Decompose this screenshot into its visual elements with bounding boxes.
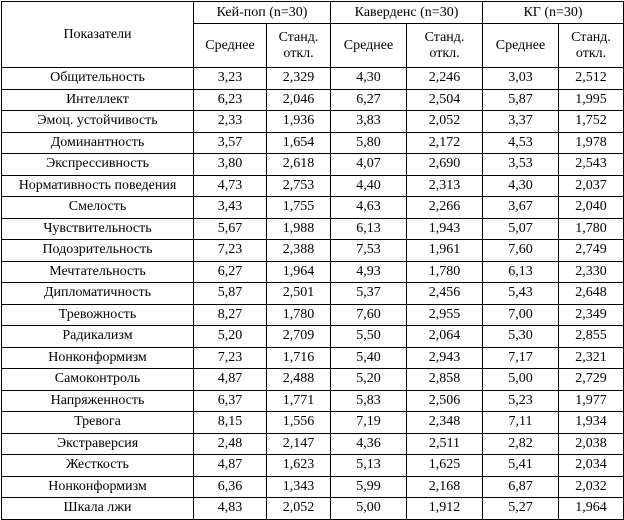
- cell-control-sd: 2,032: [559, 476, 624, 498]
- table-row: [2, 476, 624, 498]
- table-row: [2, 175, 624, 197]
- cell-coverdance-mean: 5,83: [331, 390, 407, 412]
- cell-coverdance-mean: 4,36: [331, 433, 407, 455]
- cell-kpop-sd: 2,052: [267, 498, 331, 520]
- header-group-coverdance: Каверденс (n=30): [331, 2, 483, 24]
- table-row: [2, 261, 624, 283]
- cell-coverdance-sd: 2,456: [407, 283, 483, 305]
- cell-control-sd: 1,934: [559, 412, 624, 434]
- cell-control-mean: 5,87: [483, 89, 559, 111]
- cell-coverdance-mean: 4,07: [331, 154, 407, 176]
- cell-control-sd: 2,330: [559, 261, 624, 283]
- cell-control-mean: 5,23: [483, 390, 559, 412]
- cell-control-mean: 5,00: [483, 369, 559, 391]
- cell-coverdance-sd: 1,625: [407, 455, 483, 477]
- cell-coverdance-mean: 4,93: [331, 261, 407, 283]
- row-indicator-name: Самоконтроль: [2, 369, 194, 391]
- cell-control-mean: 7,11: [483, 412, 559, 434]
- cell-coverdance-mean: 4,40: [331, 175, 407, 197]
- cell-control-mean: 4,30: [483, 175, 559, 197]
- header-sd: Станд. откл.: [407, 24, 483, 68]
- cell-kpop-mean: 8,15: [194, 412, 267, 434]
- row-indicator-name: Радикализм: [2, 326, 194, 348]
- table-row: [2, 347, 624, 369]
- header-sd: Станд. откл.: [559, 24, 624, 68]
- cell-coverdance-sd: 2,506: [407, 390, 483, 412]
- cell-control-mean: 3,37: [483, 111, 559, 133]
- cell-control-mean: 2,82: [483, 433, 559, 455]
- cell-kpop-mean: 2,48: [194, 433, 267, 455]
- cell-control-mean: 5,43: [483, 283, 559, 305]
- cell-control-mean: 5,27: [483, 498, 559, 520]
- cell-control-mean: 3,53: [483, 154, 559, 176]
- header-mean: Среднее: [483, 24, 559, 68]
- row-indicator-name: Нонконформизм: [2, 347, 194, 369]
- row-indicator-name: Интеллект: [2, 89, 194, 111]
- cell-control-sd: 2,037: [559, 175, 624, 197]
- cell-control-mean: 6,87: [483, 476, 559, 498]
- cell-control-mean: 7,60: [483, 240, 559, 262]
- cell-kpop-sd: 1,780: [267, 304, 331, 326]
- cell-control-sd: 2,040: [559, 197, 624, 219]
- cell-kpop-sd: 1,936: [267, 111, 331, 133]
- cell-coverdance-sd: 1,943: [407, 218, 483, 240]
- cell-control-sd: 1,964: [559, 498, 624, 520]
- cell-coverdance-mean: 5,80: [331, 132, 407, 154]
- cell-control-sd: 2,349: [559, 304, 624, 326]
- cell-kpop-mean: 3,23: [194, 68, 267, 90]
- cell-coverdance-mean: 5,13: [331, 455, 407, 477]
- cell-coverdance-mean: 6,13: [331, 218, 407, 240]
- cell-control-mean: 5,41: [483, 455, 559, 477]
- cell-coverdance-sd: 2,266: [407, 197, 483, 219]
- row-indicator-name: Подозрительность: [2, 240, 194, 262]
- cell-coverdance-sd: 1,780: [407, 261, 483, 283]
- cell-kpop-sd: 1,654: [267, 132, 331, 154]
- cell-kpop-sd: 1,623: [267, 455, 331, 477]
- row-indicator-name: Смелость: [2, 197, 194, 219]
- row-indicator-name: Доминантность: [2, 132, 194, 154]
- table-row: [2, 369, 624, 391]
- cell-control-mean: 6,13: [483, 261, 559, 283]
- table-row: [2, 283, 624, 305]
- table-row: [2, 240, 624, 262]
- table-row: [2, 455, 624, 477]
- cell-kpop-sd: 2,388: [267, 240, 331, 262]
- cell-kpop-mean: 3,57: [194, 132, 267, 154]
- cell-kpop-sd: 2,618: [267, 154, 331, 176]
- cell-kpop-mean: 6,37: [194, 390, 267, 412]
- cell-kpop-sd: 2,709: [267, 326, 331, 348]
- cell-kpop-mean: 7,23: [194, 347, 267, 369]
- table-row: [2, 68, 624, 90]
- table-row: [2, 304, 624, 326]
- cell-kpop-sd: 1,716: [267, 347, 331, 369]
- cell-control-sd: 2,749: [559, 240, 624, 262]
- cell-kpop-sd: 1,964: [267, 261, 331, 283]
- cell-kpop-sd: 1,343: [267, 476, 331, 498]
- cell-control-sd: 2,034: [559, 455, 624, 477]
- cell-coverdance-sd: 1,912: [407, 498, 483, 520]
- cell-control-sd: 2,038: [559, 433, 624, 455]
- row-indicator-name: Шкала лжи: [2, 498, 194, 520]
- cell-kpop-mean: 6,27: [194, 261, 267, 283]
- cell-control-mean: 4,53: [483, 132, 559, 154]
- cell-control-sd: 1,752: [559, 111, 624, 133]
- cell-kpop-sd: 1,988: [267, 218, 331, 240]
- cell-coverdance-mean: 5,40: [331, 347, 407, 369]
- cell-control-mean: 7,00: [483, 304, 559, 326]
- cell-control-sd: 1,978: [559, 132, 624, 154]
- table-row: [2, 111, 624, 133]
- table-row: [2, 433, 624, 455]
- cell-coverdance-sd: 2,511: [407, 433, 483, 455]
- table-row: [2, 390, 624, 412]
- row-indicator-name: Напряженность: [2, 390, 194, 412]
- table-row: [2, 326, 624, 348]
- cell-coverdance-sd: 2,052: [407, 111, 483, 133]
- row-indicator-name: Нормативность поведения: [2, 175, 194, 197]
- cell-control-mean: 7,17: [483, 347, 559, 369]
- cell-kpop-mean: 6,23: [194, 89, 267, 111]
- cell-coverdance-sd: 2,348: [407, 412, 483, 434]
- cell-coverdance-sd: 1,961: [407, 240, 483, 262]
- cell-control-mean: 3,03: [483, 68, 559, 90]
- table-row: [2, 197, 624, 219]
- cell-control-sd: 2,648: [559, 283, 624, 305]
- cell-kpop-mean: 4,87: [194, 369, 267, 391]
- cell-kpop-mean: 2,33: [194, 111, 267, 133]
- cell-control-mean: 5,07: [483, 218, 559, 240]
- cell-coverdance-mean: 6,27: [331, 89, 407, 111]
- cell-coverdance-mean: 7,60: [331, 304, 407, 326]
- cell-kpop-sd: 1,755: [267, 197, 331, 219]
- cell-control-sd: 1,995: [559, 89, 624, 111]
- cell-kpop-mean: 4,73: [194, 175, 267, 197]
- cell-kpop-mean: 5,87: [194, 283, 267, 305]
- cell-kpop-mean: 3,43: [194, 197, 267, 219]
- table-row: [2, 154, 624, 176]
- table-row: [2, 132, 624, 154]
- cell-coverdance-sd: 2,313: [407, 175, 483, 197]
- cell-control-sd: 2,855: [559, 326, 624, 348]
- cell-kpop-mean: 4,87: [194, 455, 267, 477]
- row-indicator-name: Экспрессивность: [2, 154, 194, 176]
- cell-control-sd: 2,543: [559, 154, 624, 176]
- cell-kpop-sd: 2,046: [267, 89, 331, 111]
- stats-table: [1, 1, 624, 520]
- cell-kpop-mean: 6,36: [194, 476, 267, 498]
- cell-coverdance-mean: 3,83: [331, 111, 407, 133]
- cell-kpop-sd: 2,753: [267, 175, 331, 197]
- table-row: [2, 498, 624, 520]
- row-indicator-name: Тревога: [2, 412, 194, 434]
- cell-coverdance-sd: 2,168: [407, 476, 483, 498]
- row-indicator-name: Экстраверсия: [2, 433, 194, 455]
- cell-coverdance-mean: 5,37: [331, 283, 407, 305]
- cell-coverdance-mean: 4,30: [331, 68, 407, 90]
- header-group-control: КГ (n=30): [483, 2, 624, 24]
- table-row: [2, 89, 624, 111]
- cell-control-mean: 5,30: [483, 326, 559, 348]
- cell-kpop-sd: 2,488: [267, 369, 331, 391]
- cell-coverdance-mean: 5,50: [331, 326, 407, 348]
- cell-coverdance-sd: 2,943: [407, 347, 483, 369]
- header-mean: Среднее: [331, 24, 407, 68]
- row-indicator-name: Жесткость: [2, 455, 194, 477]
- cell-coverdance-sd: 2,690: [407, 154, 483, 176]
- cell-coverdance-mean: 5,20: [331, 369, 407, 391]
- cell-control-sd: 2,321: [559, 347, 624, 369]
- row-indicator-name: Эмоц. устойчивость: [2, 111, 194, 133]
- row-indicator-name: Тревожность: [2, 304, 194, 326]
- cell-control-mean: 3,67: [483, 197, 559, 219]
- row-indicator-name: Общительность: [2, 68, 194, 90]
- cell-coverdance-sd: 2,504: [407, 89, 483, 111]
- cell-coverdance-mean: 7,53: [331, 240, 407, 262]
- table-row: [2, 412, 624, 434]
- row-indicator-name: Мечтательность: [2, 261, 194, 283]
- cell-kpop-sd: 2,147: [267, 433, 331, 455]
- row-indicator-name: Чувствительность: [2, 218, 194, 240]
- cell-control-sd: 1,780: [559, 218, 624, 240]
- cell-coverdance-mean: 5,99: [331, 476, 407, 498]
- cell-kpop-mean: 8,27: [194, 304, 267, 326]
- header-group-kpop: Кей-поп (n=30): [194, 2, 331, 24]
- cell-kpop-sd: 1,771: [267, 390, 331, 412]
- cell-kpop-sd: 2,329: [267, 68, 331, 90]
- cell-coverdance-sd: 2,955: [407, 304, 483, 326]
- cell-coverdance-mean: 7,19: [331, 412, 407, 434]
- cell-coverdance-mean: 4,63: [331, 197, 407, 219]
- cell-control-sd: 2,729: [559, 369, 624, 391]
- cell-control-sd: 1,977: [559, 390, 624, 412]
- header-sd: Станд. откл.: [267, 24, 331, 68]
- cell-coverdance-sd: 2,172: [407, 132, 483, 154]
- cell-kpop-mean: 7,23: [194, 240, 267, 262]
- cell-kpop-sd: 2,501: [267, 283, 331, 305]
- cell-coverdance-mean: 5,00: [331, 498, 407, 520]
- cell-kpop-mean: 5,20: [194, 326, 267, 348]
- cell-coverdance-sd: 2,246: [407, 68, 483, 90]
- header-mean: Среднее: [194, 24, 267, 68]
- cell-kpop-mean: 5,67: [194, 218, 267, 240]
- header-indicators: Показатели: [2, 2, 194, 68]
- table-row: [2, 218, 624, 240]
- row-indicator-name: Дипломатичность: [2, 283, 194, 305]
- cell-coverdance-sd: 2,858: [407, 369, 483, 391]
- cell-kpop-mean: 3,80: [194, 154, 267, 176]
- cell-control-sd: 2,512: [559, 68, 624, 90]
- row-indicator-name: Нонконформизм: [2, 476, 194, 498]
- cell-kpop-sd: 1,556: [267, 412, 331, 434]
- cell-coverdance-sd: 2,064: [407, 326, 483, 348]
- cell-kpop-mean: 4,83: [194, 498, 267, 520]
